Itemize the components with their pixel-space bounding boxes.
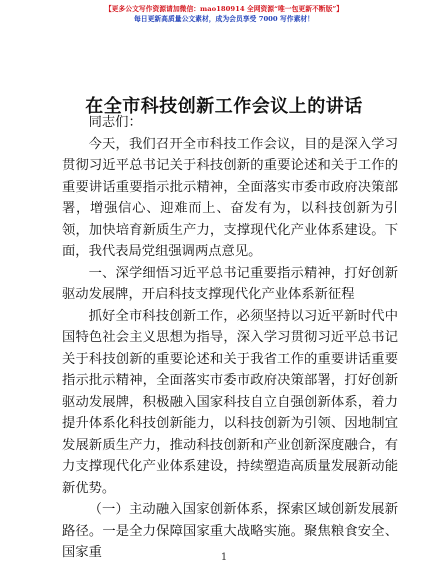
banner-line-2: 每日更新高质量公文素材，成为会员享受 7000 写作素材！ [134, 15, 314, 23]
banner-line-1: 【更多公文写作资源请加微信：mao180914 全网资源“唯一包更新不断版”】 [104, 5, 344, 13]
subsection-paragraph-1: （一）主动融入国家创新体系，探索区域创新发展新路径。一是全力保障国家重大战略实施。聚焦粮食安全、国家重 [62, 502, 398, 560]
document-body [62, 112, 398, 564]
page-number: 1 [220, 552, 228, 563]
section-heading-1: 一、深学细悟习近平总书记重要指示精神，打好创新驱动发展牌，开启科技支撑现代化产业体系新征程 [62, 265, 398, 302]
document-title: 在全市科技创新工作会议上的讲话 [85, 96, 363, 117]
paragraph-section-1: 抓好全市科技创新工作，必须坚持以习近平新时代中国特色社会主义思想为指导，深入学习贯彻习近平总书记关于科技创新的重要论述和关于我省工作的重要讲话重要指示批示精神，全面落实市委市政府决策部署，打好创新驱动发展牌，积极融入国家科技自立自强创新体系，着力提升体系化科技创新能力，以科技创新为引领、因地制宜发展新质生产力，推动科技创新和产业创新深度融合，有力支撑现代化产业体系建设，持续塑造高质量发展新动能新优势。 [62, 308, 398, 496]
header-banner [0, 4, 448, 24]
salutation: 同志们： [88, 115, 142, 130]
paragraph-intro: 今天，我们召开全市科技工作会议，目的是深入学习贯彻习近平总书记关于科技创新的重要论述和关于工作的重要讲话重要指示批示精神，全面落实市委市政府决策部署，增强信心、迎难而上、奋发有为，以科技创新为引领，加快培育新质生产力，支撑现代化产业体系建设。下面，我代表局党组强调两点意见。 [62, 136, 398, 259]
